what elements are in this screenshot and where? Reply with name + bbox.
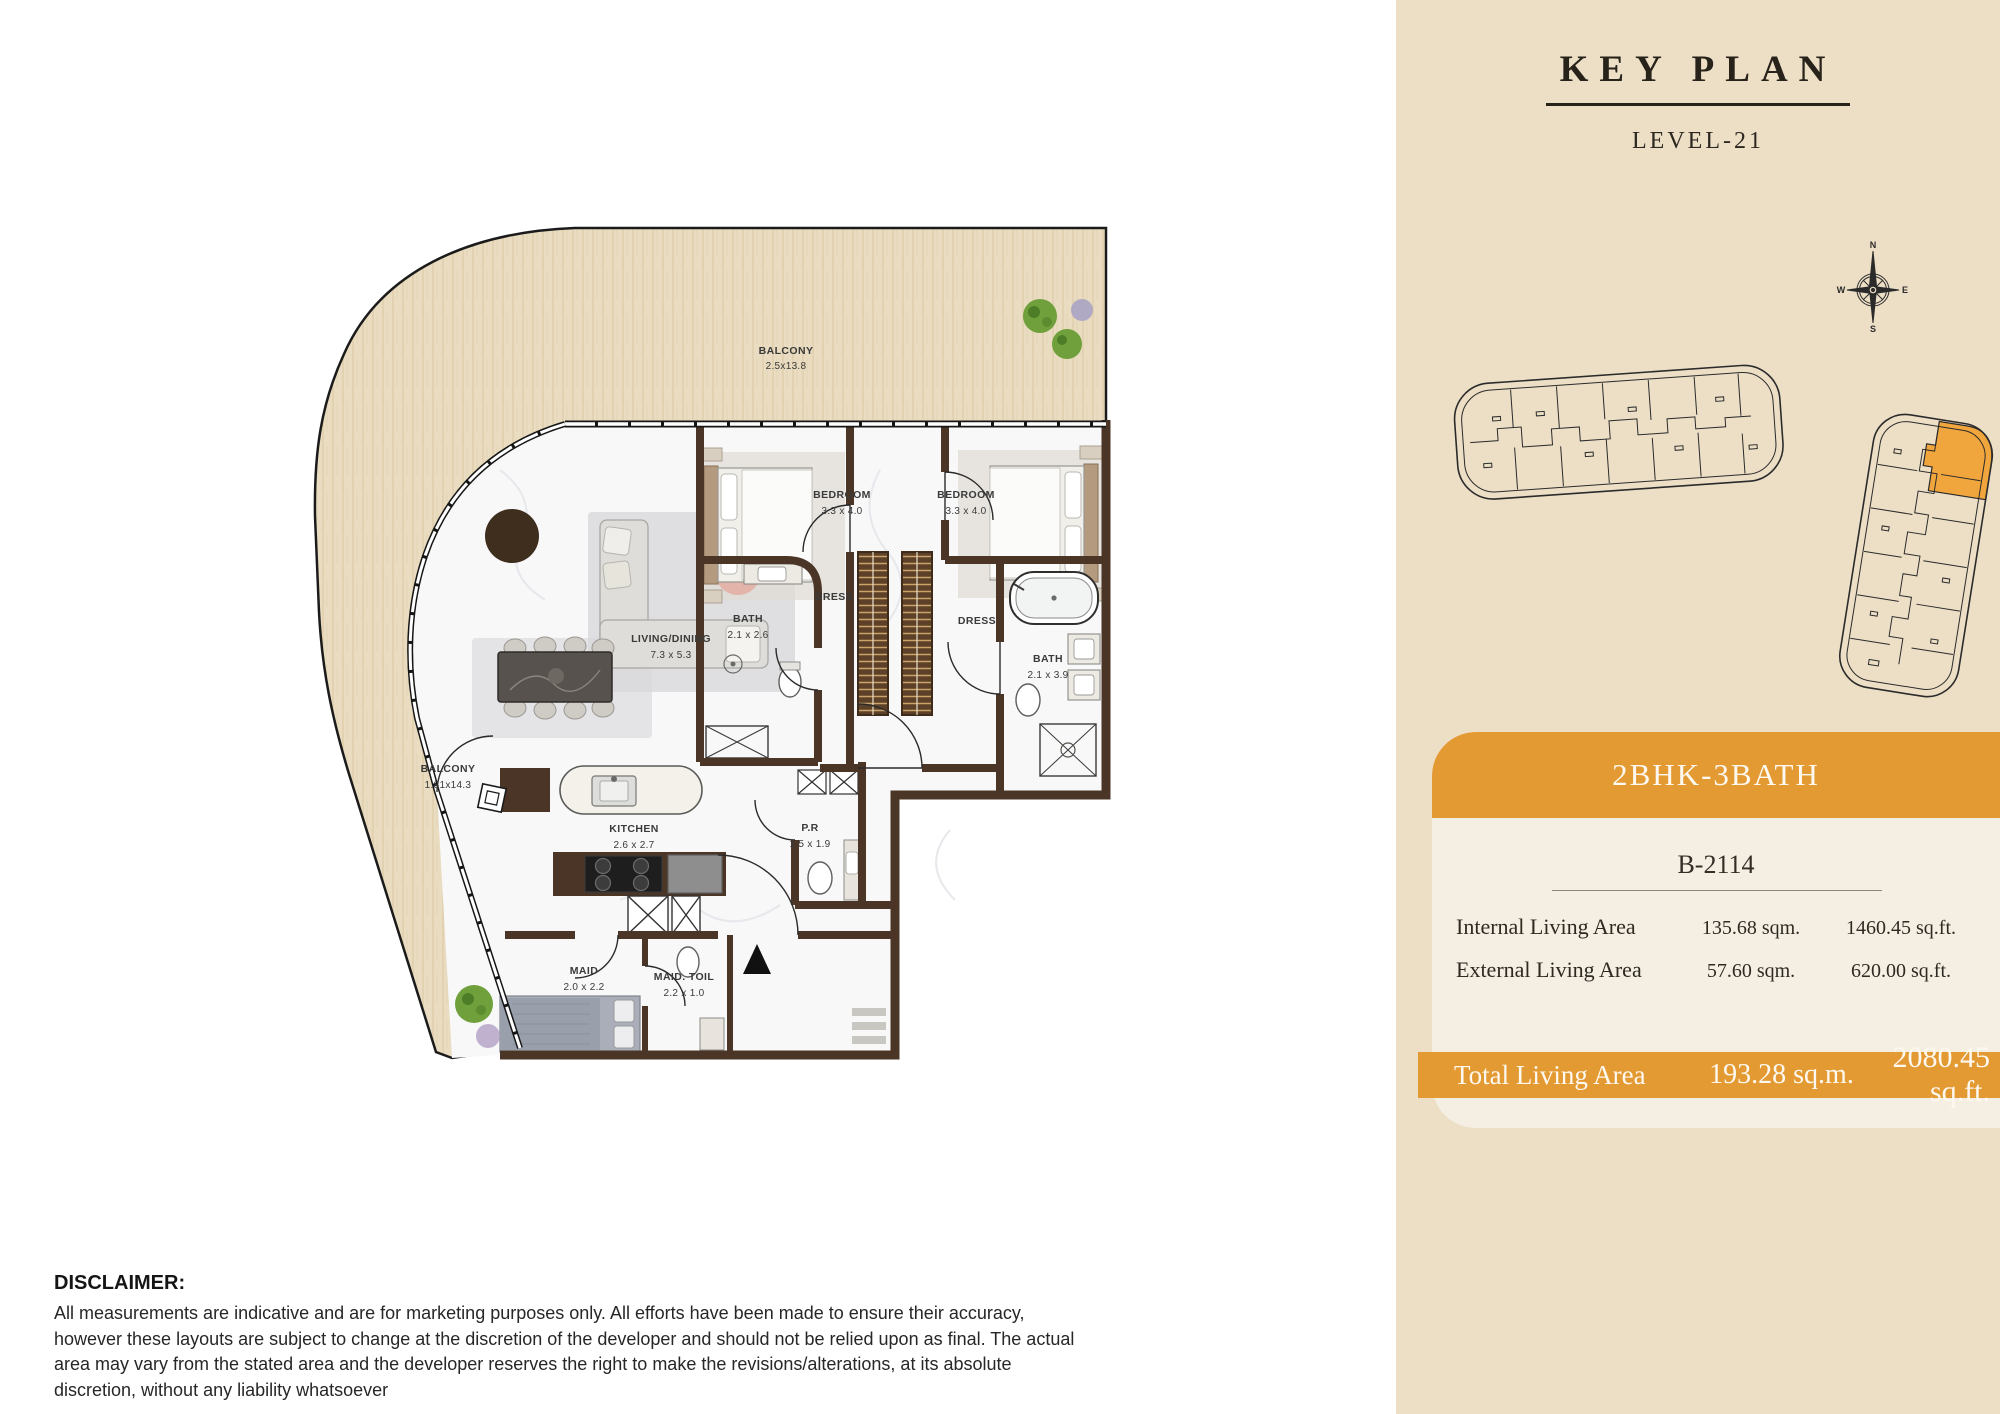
svg-text:2.1 x 2.6: 2.1 x 2.6	[727, 630, 769, 641]
label-balcony-left: BALCONY	[420, 763, 476, 775]
svg-text:7.3 x 5.3: 7.3 x 5.3	[650, 650, 692, 661]
compass-e: E	[1901, 285, 1909, 295]
unit-type-label: 2BHK-3BATH	[1612, 757, 1820, 792]
total-sqft: 2080.45 sq.ft.	[1892, 1041, 1990, 1108]
total-area-bar	[1418, 1041, 2000, 1108]
compass-n: N	[1869, 240, 1877, 250]
svg-text:2.6 x 2.7: 2.6 x 2.7	[613, 840, 655, 851]
total-label: Total Living Area	[1454, 1059, 1646, 1090]
label-living: LIVING/DINING	[631, 633, 711, 645]
round-side-table	[485, 509, 539, 563]
unit-number: B-2114	[1677, 850, 1755, 879]
svg-text:3.3 x 4.0: 3.3 x 4.0	[945, 506, 987, 517]
kitchen-counter	[553, 852, 726, 896]
key-plan-level: LEVEL-21	[1632, 128, 1764, 154]
svg-text:2.5x13.8: 2.5x13.8	[765, 361, 807, 372]
area-sqft: 620.00 sq.ft.	[1851, 960, 1951, 982]
table-row	[1456, 957, 1986, 1000]
label-maid-toil: MAID. TOIL	[653, 971, 715, 983]
svg-text:1.81x14.3: 1.81x14.3	[424, 780, 472, 791]
label-kitchen: KITCHEN	[609, 823, 659, 835]
label-bath-2: BATH	[1033, 653, 1063, 665]
label-dress-1: DRESS	[814, 591, 854, 603]
area-sqm: 135.68 sqm.	[1701, 917, 1801, 939]
compass-w: W	[1836, 285, 1846, 295]
label-dress-2: DRESS	[957, 615, 997, 627]
svg-text:2.2 x 1.0: 2.2 x 1.0	[663, 988, 705, 999]
label-bath-1: BATH	[733, 613, 763, 625]
compass-rose	[1836, 238, 1910, 334]
pantry-block	[500, 768, 550, 812]
floor-plan-drawing	[280, 200, 1140, 1080]
svg-text:2.1 x 3.9: 2.1 x 3.9	[1027, 670, 1069, 681]
balcony-detail	[478, 784, 506, 812]
kitchen-island	[560, 766, 702, 814]
svg-text:2.0 x 2.2: 2.0 x 2.2	[563, 982, 605, 993]
area-label: Internal Living Area	[1456, 914, 1636, 939]
keyplan-building-a	[1442, 350, 1802, 520]
label-balcony-top: BALCONY	[758, 345, 814, 357]
laundry-units	[628, 896, 700, 934]
area-table	[1456, 914, 1986, 1000]
label-bedroom-2: BEDROOM	[937, 489, 995, 501]
table-row	[1456, 914, 1986, 957]
label-bedroom-1: BEDROOM	[813, 489, 871, 501]
unit-type-header	[1432, 732, 2000, 818]
svg-text:1.5 x 1.9: 1.5 x 1.9	[789, 839, 831, 850]
area-sqm: 57.60 sqm.	[1706, 960, 1796, 982]
disclaimer	[54, 1272, 1084, 1403]
label-pr: P.R	[801, 822, 819, 834]
keyplan-building-b	[1834, 404, 2000, 709]
total-sqm: 193.28 sq.m.	[1709, 1059, 1854, 1090]
entry-steps	[852, 1008, 886, 1044]
area-label: External Living Area	[1456, 957, 1642, 982]
compass-s: S	[1869, 324, 1877, 334]
disclaimer-heading: DISCLAIMER:	[54, 1272, 186, 1294]
disclaimer-body: All measurements are indicative and are for marketing purposes only. All efforts have been made to ensure their accuracy, however these layouts are subject to change at the discretion of the developer and should not be relied upon as final. The actual area may vary from the stated area and the developer reserves the right to make the revisions/alterations, at its absolute discretion, without any liability whatsoever	[54, 1303, 1075, 1400]
svg-text:3.3 x 4.0: 3.3 x 4.0	[821, 506, 863, 517]
area-sqft: 1460.45 sq.ft.	[1846, 917, 1956, 939]
label-maid: MAID	[569, 965, 599, 977]
key-plan-title: KEY PLAN	[1546, 48, 1851, 106]
unit-number-underline	[1552, 890, 1882, 891]
